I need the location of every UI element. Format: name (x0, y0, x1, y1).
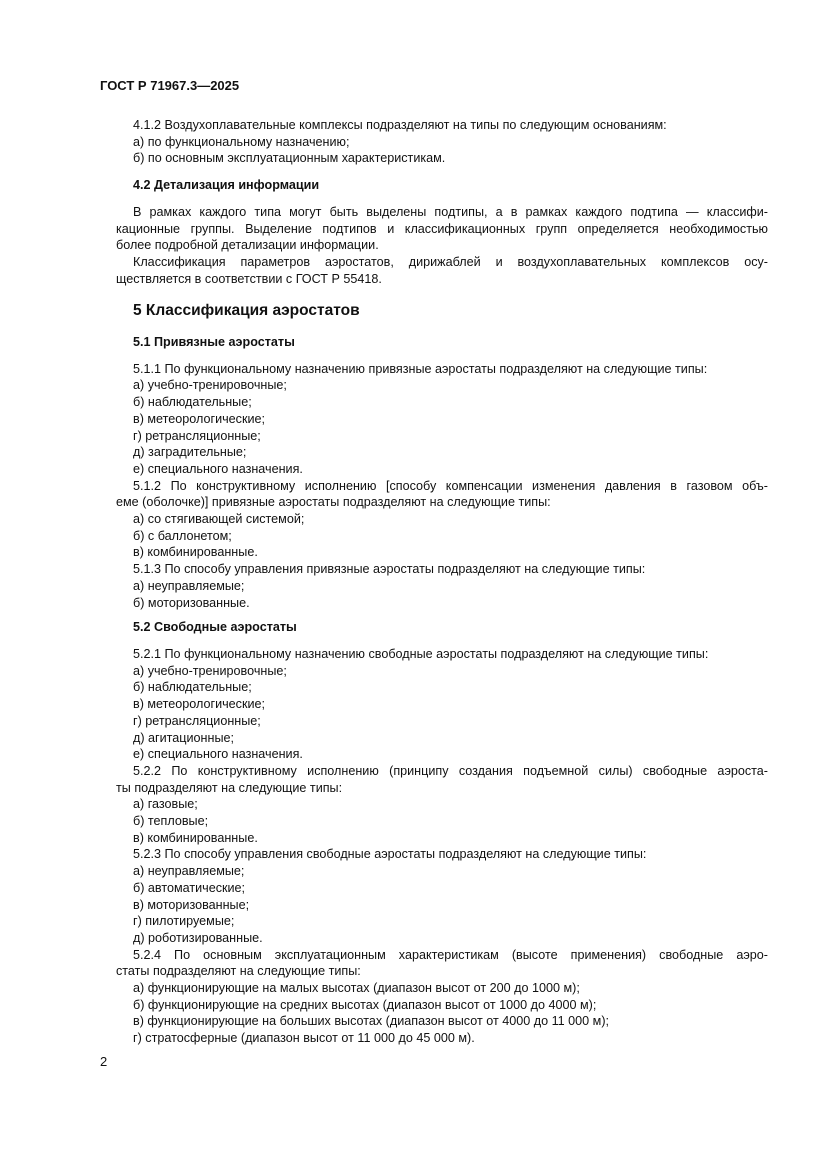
list-item: в) метеорологические; (133, 697, 266, 712)
list-item: а) со стягивающей системой; (133, 512, 305, 527)
paragraph-line: статы подразделяют на следующие типы: (116, 964, 361, 979)
clause-4-1-2-intro: 4.1.2 Воздухоплавательные комплексы подразделяют на типы по следующим основаниям: (133, 118, 667, 132)
list-item: д) роботизированные. (133, 930, 263, 945)
section-heading-5-2: 5.2 Свободные аэростаты (133, 620, 297, 635)
list-item: б) наблюдательные; (133, 395, 252, 410)
list-item: б) моторизованные. (133, 595, 250, 610)
list-item: г) стратосферные (диапазон высот от 11 000 до 45 000 м). (133, 1031, 475, 1046)
clause-5-2-2-intro: 5.2.2 По конструктивному исполнению (принципу создания подъемной силы) свободные аэроста- (133, 763, 768, 778)
paragraph-line: кационные группы. Выделение подтипов и классификационных групп определяется необходимостью (116, 221, 768, 236)
list-item: б) тепловые; (133, 814, 209, 829)
list-item: д) заградительные; (133, 445, 247, 460)
paragraph-line: ществляется в соответствии с ГОСТ Р 55418. (116, 271, 382, 286)
clause-5-2-3-intro: 5.2.3 По способу управления свободные аэростаты подразделяют на следующие типы: (133, 847, 647, 862)
document-body (116, 117, 768, 1047)
list-item: а) учебно-тренировочные; (133, 663, 287, 678)
clause-5-1-2-intro: 5.1.2 По конструктивному исполнению [способу компенсации изменения давления в газовом объ- (133, 478, 768, 493)
paragraph-line: В рамках каждого типа могут быть выделены подтипы, а в рамках каждого подтипа — классифи- (133, 204, 768, 219)
list-item: е) специального назначения. (133, 461, 303, 476)
list-item: а) неуправляемые; (133, 578, 245, 593)
paragraph-line: более подробной детализации информации. (116, 238, 379, 253)
list-item: б) наблюдательные; (133, 680, 252, 695)
page-number: 2 (100, 1054, 108, 1069)
list-item: г) пилотируемые; (133, 914, 235, 929)
clause-5-1-3-intro: 5.1.3 По способу управления привязные аэростаты подразделяют на следующие типы: (133, 562, 646, 577)
document-header: ГОСТ Р 71967.3—2025 (100, 78, 240, 93)
list-item: в) комбинированные. (133, 830, 258, 845)
list-item: г) ретрансляционные; (133, 428, 261, 443)
section-heading-5-1: 5.1 Привязные аэростаты (133, 335, 295, 350)
list-item: в) моторизованные; (133, 897, 250, 912)
list-item: а) функционирующие на малых высотах (диапазон высот от 200 до 1000 м); (133, 981, 580, 996)
clause-5-2-1-intro: 5.2.1 По функциональному назначению свободные аэростаты подразделяют на следующие типы: (133, 646, 709, 661)
list-item: е) специального назначения. (133, 747, 303, 762)
list-item: в) функционирующие на больших высотах (диапазон высот от 4000 до 11 000 м); (133, 1014, 610, 1029)
list-item: а) учебно-тренировочные; (133, 378, 287, 393)
list-item: а) неуправляемые; (133, 864, 245, 879)
clause-5-1-1-intro: 5.1.1 По функциональному назначению привязные аэростаты подразделяют на следующие типы: (133, 361, 708, 376)
list-item: а) по функциональному назначению; (133, 134, 350, 149)
chapter-heading-5: 5 Классификация аэростатов (133, 302, 360, 320)
paragraph-line: Классификация параметров аэростатов, дирижаблей и воздухоплавательных комплексов осу- (133, 254, 768, 269)
section-heading-4-2: 4.2 Детализация информации (133, 178, 320, 193)
list-item: г) ретрансляционные; (133, 713, 261, 728)
list-item: б) по основным эксплуатационным характеристикам. (133, 151, 446, 166)
list-item: б) с баллонетом; (133, 528, 232, 543)
list-item: в) метеорологические; (133, 411, 266, 426)
paragraph-line: ты подразделяют на следующие типы: (116, 780, 343, 795)
paragraph-line: еме (оболочке)] привязные аэростаты подразделяют на следующие типы: (116, 495, 551, 510)
clause-5-2-4-intro: 5.2.4 По основным эксплуатационным характеристикам (высоте применения) свободные аэро- (133, 947, 768, 962)
list-item: б) автоматические; (133, 880, 246, 895)
list-item: б) функционирующие на средних высотах (диапазон высот от 1000 до 4000 м); (133, 997, 597, 1012)
list-item: в) комбинированные. (133, 545, 258, 560)
list-item: а) газовые; (133, 797, 198, 812)
list-item: д) агитационные; (133, 730, 235, 745)
